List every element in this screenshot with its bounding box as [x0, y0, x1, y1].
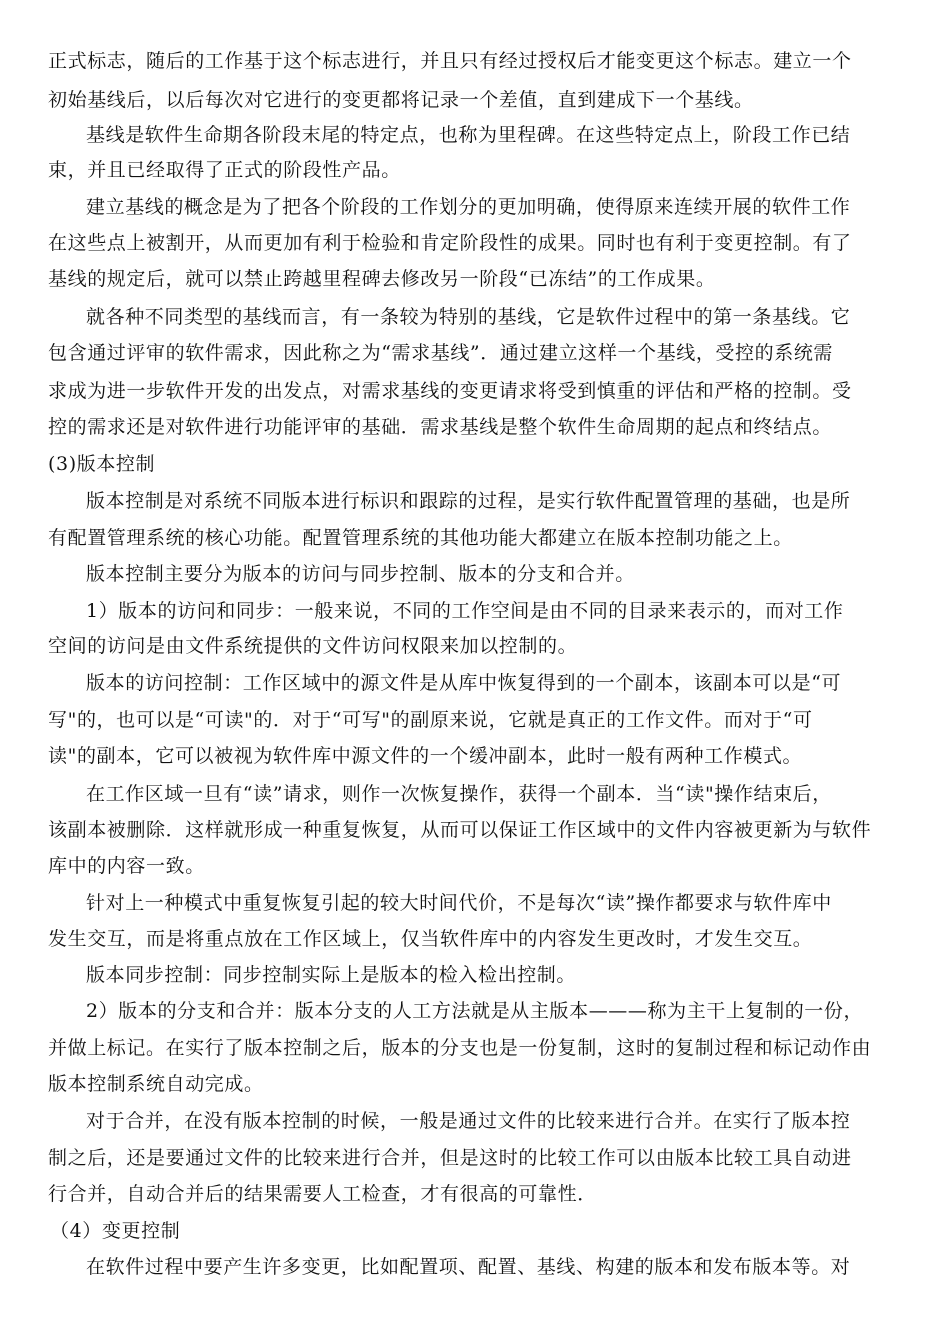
paragraph-line: 基线是软件生命期各阶段末尾的特定点，也称为里程碑。在这些特定点上，阶段工作已结 — [86, 124, 851, 146]
paragraph-line: 初始基线后，以后每次对它进行的变更都将记录一个差值，直到建成下一个基线。 — [48, 89, 754, 111]
section-heading: （4）变更控制 — [50, 1220, 181, 1242]
paragraph-line: 空间的访问是由文件系统提供的文件访问权限来加以控制的。 — [48, 635, 578, 657]
paragraph-line: 写"的，也可以是“可读"的．对于“可写"的副原来说，它就是真正的工作文件。而对于“可 — [48, 709, 813, 731]
paragraph-line: 控的需求还是对软件进行功能评审的基础．需求基线是整个软件生命周期的起点和终结点。 — [48, 416, 833, 438]
paragraph-line: 包含通过评审的软件需求，因此称之为“需求基线”．通过建立这样一个基线，受控的系统需 — [48, 342, 834, 364]
paragraph-line: 有配置管理系统的核心功能。配置管理系统的其他功能大都建立在版本控制功能之上。 — [48, 527, 793, 549]
paragraph-line: 库中的内容一致。 — [48, 855, 205, 877]
paragraph-line: 发生交互，而是将重点放在工作区域上，仅当软件库中的内容发生更改时，才发生交互。 — [48, 928, 813, 950]
paragraph-line: 就各种不同类型的基线而言，有一条较为特别的基线，它是软件过程中的第一条基线。它 — [86, 306, 851, 328]
paragraph-line: 并做上标记。在实行了版本控制之后，版本的分支也是一份复制，这时的复制过程和标记动作由 — [48, 1037, 872, 1059]
paragraph-line: 版本控制系统自动完成。 — [48, 1073, 264, 1095]
paragraph-line: 正式标志，随后的工作基于这个标志进行，并且只有经过授权后才能变更这个标志。建立一个 — [48, 50, 852, 72]
paragraph-line: 求成为进一步软件开发的出发点，对需求基线的变更请求将受到慎重的评估和严格的控制。受 — [48, 380, 852, 402]
paragraph-line: 版本控制是对系统不同版本进行标识和跟踪的过程，是实行软件配置管理的基础，也是所 — [86, 490, 851, 512]
paragraph-line: 在软件过程中要产生许多变更，比如配置项、配置、基线、构建的版本和发布版本等。对 — [86, 1256, 851, 1278]
paragraph-line: 针对上一种模式中重复恢复引起的较大时间代价，不是每次“读”操作都要求与软件库中 — [86, 892, 832, 914]
paragraph-line: 制之后，还是要通过文件的比较来进行合并，但是这时的比较工作可以由版本比较工具自动进 — [48, 1147, 852, 1169]
paragraph-line: 行合并，自动合并后的结果需要人工检查，才有很高的可靠性． — [48, 1183, 597, 1205]
paragraph-line: 束，并且已经取得了正式的阶段性产品。 — [48, 159, 401, 181]
paragraph-line: 在工作区域一旦有“读”请求，则作一次恢复操作，获得一个副本．当“读"操作结束后， — [86, 783, 832, 805]
paragraph-line: 该副本被删除．这样就形成一种重复恢复，从而可以保证工作区域中的文件内容被更新为与软件 — [48, 819, 872, 841]
section-heading: (3)版本控制 — [48, 453, 156, 475]
paragraph-line: 读"的副本，它可以被视为软件库中源文件的一个缓冲副本，此时一般有两种工作模式。 — [48, 745, 803, 767]
paragraph-line: 版本的访问控制：工作区域中的源文件是从库中恢复得到的一个副本，该副本可以是“可 — [86, 672, 842, 694]
paragraph-line: 在这些点上被割开，从而更加有利于检验和肯定阶段性的成果。同时也有利于变更控制。有了 — [48, 232, 852, 254]
paragraph-line: 1）版本的访问和同步：一般来说，不同的工作空间是由不同的目录来表示的，而对工作 — [86, 600, 844, 622]
paragraph-line: 版本控制主要分为版本的访问与同步控制、版本的分支和合并。 — [86, 563, 635, 585]
paragraph-line: 建立基线的概念是为了把各个阶段的工作划分的更加明确，使得原来连续开展的软件工作 — [86, 196, 851, 218]
paragraph-line: 对于合并，在没有版本控制的时候，一般是通过文件的比较来进行合并。在实行了版本控 — [86, 1110, 851, 1132]
paragraph-line: 2）版本的分支和合并：版本分支的人工方法就是从主版本———称为主干上复制的一份， — [86, 1000, 864, 1022]
paragraph-line: 基线的规定后，就可以禁止跨越里程碑去修改另一阶段“已冻结”的工作成果。 — [48, 268, 716, 290]
paragraph-line: 版本同步控制：同步控制实际上是版本的检入检出控制。 — [86, 964, 577, 986]
